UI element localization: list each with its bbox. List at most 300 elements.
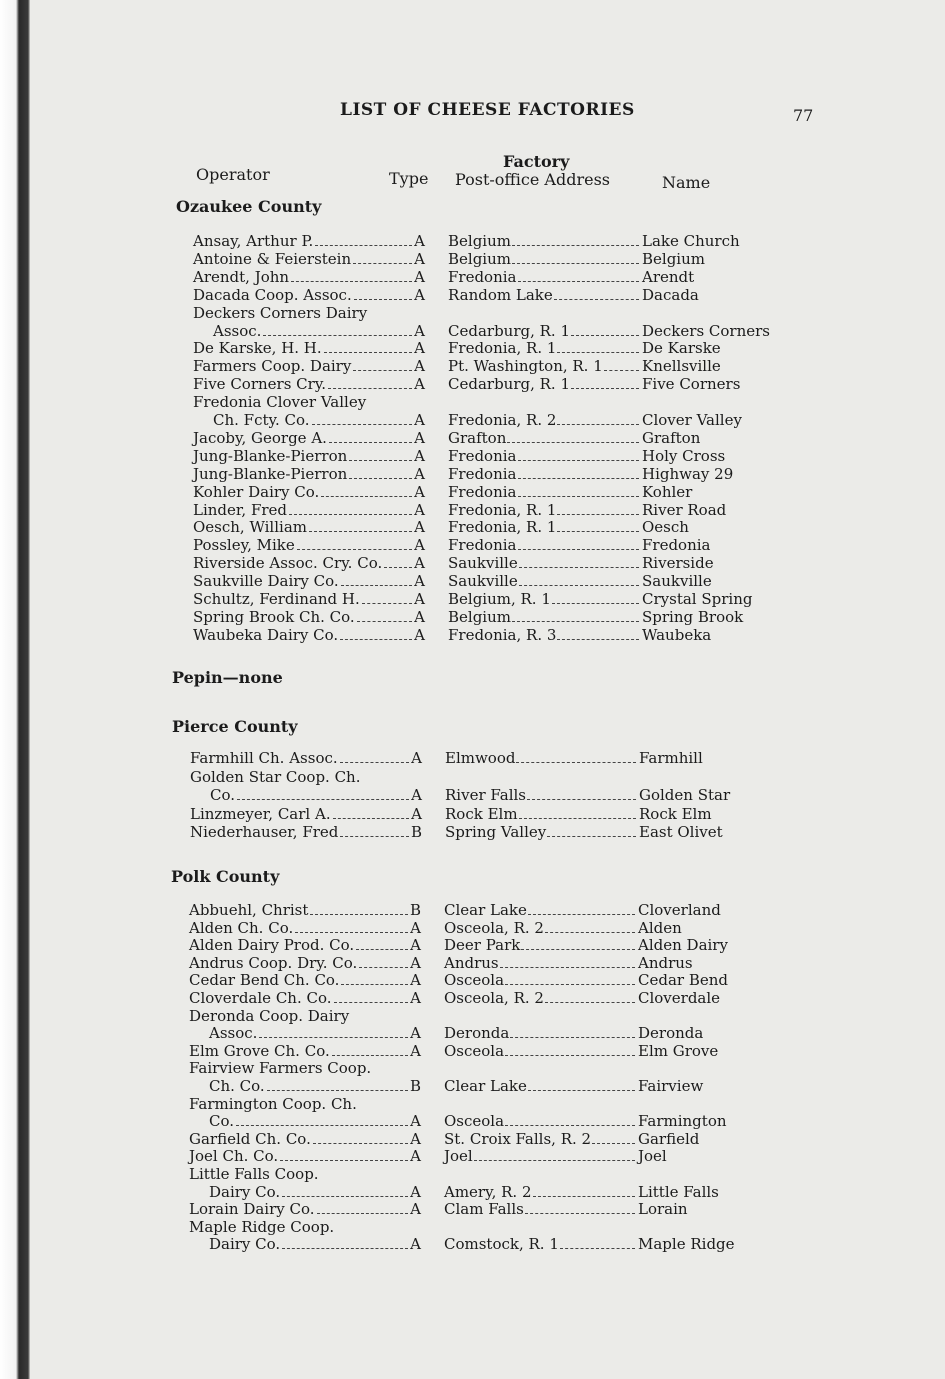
operator-name-line: Fredonia Clover Valley <box>193 393 367 412</box>
factory-type: A <box>410 953 421 972</box>
operator-name: Niederhauser, Fred <box>190 823 339 841</box>
factory-name: Farmhill <box>639 749 703 767</box>
table-row <box>193 268 793 286</box>
dot-leader <box>500 966 635 968</box>
post-office-address: Fredonia, R. 1 <box>448 339 557 358</box>
column-header-name: Name <box>662 173 711 192</box>
dot-leader <box>280 1159 408 1161</box>
dot-leader <box>282 1195 408 1197</box>
dot-leader <box>353 369 412 371</box>
table-row <box>189 1130 789 1148</box>
dot-leader <box>334 1001 409 1003</box>
operator-cell <box>189 954 421 972</box>
operator-cell <box>189 1183 421 1201</box>
factory-type: A <box>414 500 425 519</box>
column-header-factory: Factory <box>503 152 570 171</box>
operator-cell <box>189 1200 421 1218</box>
factory-name: Fredonia <box>642 536 711 555</box>
table-row <box>193 322 793 340</box>
address-cell <box>444 1024 636 1042</box>
table-row <box>193 375 793 393</box>
dot-leader <box>236 1124 408 1126</box>
factory-name: Cedar Bend <box>638 971 728 990</box>
dot-leader <box>340 638 412 640</box>
post-office-address: St. Croix Falls, R. 2 <box>444 1129 592 1148</box>
factory-name: River Road <box>642 500 727 519</box>
operator-cell <box>193 518 425 536</box>
address-cell <box>444 1200 636 1218</box>
dot-leader <box>528 913 635 915</box>
dot-leader <box>341 983 408 985</box>
dot-leader <box>505 1054 635 1056</box>
operator-name: Jung-Blanke-Pierron <box>193 446 348 465</box>
dot-leader <box>267 1089 408 1091</box>
dot-leader <box>259 1036 408 1038</box>
address-cell <box>448 250 640 268</box>
post-office-address: Deer Park <box>444 936 521 955</box>
operator-name: Dairy Co. <box>209 1235 281 1254</box>
dot-leader <box>545 1001 635 1003</box>
factory-name: Waubeka <box>642 625 712 644</box>
operator-cell <box>193 250 425 268</box>
operator-cell <box>193 465 425 483</box>
address-cell <box>448 554 640 572</box>
factory-name: Lake Church <box>642 232 740 250</box>
operator-name: Jacoby, George A. <box>193 428 327 447</box>
table-row <box>190 805 790 823</box>
factory-type: A <box>414 411 425 429</box>
dot-leader <box>341 584 412 586</box>
operator-cell <box>193 268 425 286</box>
dot-leader <box>237 798 409 800</box>
operator-name-line: Deckers Corners Dairy <box>193 303 368 322</box>
operator-name: Jung-Blanke-Pierron <box>193 464 348 483</box>
dot-leader <box>510 1036 635 1038</box>
dot-leader <box>519 566 639 568</box>
factory-name: Maple Ridge <box>638 1235 735 1254</box>
dot-leader <box>263 334 412 336</box>
dot-leader <box>353 262 412 264</box>
address-cell <box>445 805 637 823</box>
dot-leader <box>571 387 639 389</box>
factory-name: Five Corners <box>642 375 741 394</box>
address-cell <box>444 1042 636 1060</box>
factory-name: Knellsville <box>642 357 721 376</box>
table-row <box>193 501 793 519</box>
operator-name: Assoc. <box>209 1024 258 1043</box>
operator-cell <box>190 749 422 767</box>
operator-name: Antoine & Feierstein <box>193 249 352 268</box>
dot-leader <box>557 351 639 353</box>
operator-cell <box>189 901 421 919</box>
factory-name: Riverside <box>642 554 714 573</box>
operator-name: Farmhill Ch. Assoc. <box>190 749 338 767</box>
dot-leader <box>359 966 408 968</box>
factory-type: A <box>410 1147 421 1166</box>
operator-name: Elm Grove Ch. Co. <box>189 1041 330 1060</box>
dot-leader <box>312 423 413 425</box>
address-cell <box>448 322 640 340</box>
post-office-address: Comstock, R. 1 <box>444 1235 559 1254</box>
operator-cell <box>193 483 425 501</box>
address-cell <box>444 901 636 919</box>
dot-leader <box>547 835 636 837</box>
operator-cell <box>190 823 422 841</box>
post-office-address: Grafton <box>448 428 507 447</box>
dot-leader <box>332 1054 408 1056</box>
address-cell <box>444 1235 636 1253</box>
post-office-address: Fredonia, R. 2 <box>448 411 557 429</box>
post-office-address: Amery, R. 2 <box>444 1182 532 1201</box>
operator-name: Co. <box>210 786 236 804</box>
table-row <box>189 954 789 972</box>
post-office-address: Belgium <box>448 232 511 250</box>
factory-name: Elm Grove <box>638 1041 719 1060</box>
post-office-address: Fredonia, R. 3 <box>448 625 557 644</box>
operator-name-line: Golden Star Coop. Ch. <box>190 767 361 786</box>
dot-leader <box>505 1124 635 1126</box>
operator-name-line: Deronda Coop. Dairy <box>189 1006 350 1025</box>
operator-cell <box>193 447 425 465</box>
address-cell <box>448 536 640 554</box>
table-row <box>189 1183 789 1201</box>
factory-name: Garfield <box>638 1129 700 1148</box>
table-row <box>193 286 793 304</box>
operator-cell <box>189 971 421 989</box>
table-row <box>193 465 793 483</box>
operator-cell <box>193 339 425 357</box>
factory-name: Dacada <box>642 285 699 304</box>
factory-name: Cloverdale <box>638 989 721 1007</box>
dot-leader <box>291 280 412 282</box>
table-row <box>189 1042 789 1060</box>
factory-type: A <box>411 804 422 823</box>
dot-leader <box>518 495 640 497</box>
factory-type: A <box>410 989 421 1007</box>
address-cell <box>444 1183 636 1201</box>
address-cell <box>448 626 640 644</box>
dot-leader <box>557 423 639 425</box>
section-title-polk: Polk County <box>171 867 280 886</box>
operator-name: Possley, Mike <box>193 536 295 555</box>
operator-name: Linder, Fred <box>193 500 288 519</box>
operator-cell <box>193 286 425 304</box>
page <box>30 0 945 1379</box>
factory-type: A <box>410 1182 421 1201</box>
operator-name: Joel Ch. Co. <box>189 1147 279 1166</box>
post-office-address: Elmwood <box>445 749 516 767</box>
factory-type: A <box>414 607 425 626</box>
factory-name: Spring Brook <box>642 607 744 626</box>
section-title-pierce: Pierce County <box>172 717 298 736</box>
factory-name: Rock Elm <box>639 804 712 823</box>
dot-leader <box>512 262 639 264</box>
post-office-address: Belgium, R. 1 <box>448 590 551 608</box>
factory-type: A <box>414 428 425 447</box>
dot-leader <box>557 638 639 640</box>
dot-leader <box>329 441 412 443</box>
table-row <box>193 250 793 268</box>
address-cell <box>448 357 640 375</box>
factory-name: Golden Star <box>639 786 731 804</box>
factory-name: Crystal Spring <box>642 590 753 608</box>
operator-cell <box>193 375 425 393</box>
post-office-address: Fredonia, R. 1 <box>448 500 557 519</box>
dot-leader <box>313 1142 408 1144</box>
address-cell <box>448 375 640 393</box>
book-spine-shadow <box>0 0 30 1379</box>
dot-leader <box>512 620 639 622</box>
table-row <box>193 339 793 357</box>
address-cell <box>444 989 636 1007</box>
dot-leader <box>340 761 410 763</box>
factory-name: Kohler <box>642 482 693 501</box>
operator-cell <box>193 232 425 250</box>
address-cell <box>445 786 637 804</box>
table-row <box>189 936 789 954</box>
dot-leader <box>557 530 639 532</box>
operator-name: Abbuehl, Christ <box>189 901 309 919</box>
factory-type: A <box>414 285 425 304</box>
factory-type: A <box>410 1235 421 1254</box>
table-row <box>193 447 793 465</box>
operator-name: Ch. Fcty. Co. <box>213 411 310 429</box>
factory-type: A <box>414 339 425 358</box>
factory-type: B <box>409 901 421 919</box>
factory-name: Oesch <box>642 518 689 537</box>
operator-cell <box>193 554 425 572</box>
post-office-address: Osceola, R. 2 <box>444 989 544 1007</box>
factory-name: Cloverland <box>638 901 721 919</box>
factory-name: East Olivet <box>639 823 723 841</box>
dot-leader <box>317 1212 409 1214</box>
factory-type: A <box>414 518 425 537</box>
factory-name: Andrus <box>638 953 693 972</box>
address-cell <box>448 572 640 590</box>
operator-cell <box>193 608 425 626</box>
dot-leader <box>604 369 639 371</box>
factory-type: A <box>411 786 422 804</box>
post-office-address: Spring Valley <box>445 823 547 841</box>
factory-name: Deronda <box>638 1024 704 1043</box>
dot-leader <box>349 477 412 479</box>
dot-leader <box>519 817 636 819</box>
address-cell <box>448 268 640 286</box>
factory-type: A <box>410 1041 421 1060</box>
operator-name: Oesch, William <box>193 518 307 537</box>
section-title-ozaukee: Ozaukee County <box>176 197 322 216</box>
dot-leader <box>384 566 412 568</box>
dot-leader <box>328 387 412 389</box>
operator-cell <box>193 322 425 340</box>
factory-type: A <box>411 749 422 767</box>
operator-name: Garfield Ch. Co. <box>189 1129 311 1148</box>
address-cell <box>448 608 640 626</box>
address-cell <box>445 823 637 841</box>
address-cell <box>448 447 640 465</box>
factory-name: Deckers Corners <box>642 321 770 340</box>
dot-leader <box>321 495 412 497</box>
operator-name: Cloverdale Ch. Co. <box>189 989 332 1007</box>
address-cell <box>444 1130 636 1148</box>
operator-cell <box>189 919 421 937</box>
table-row <box>193 572 793 590</box>
post-office-address: Saukville <box>448 572 518 591</box>
operator-cell <box>189 936 421 954</box>
factory-name: Little Falls <box>638 1182 719 1201</box>
post-office-address: Fredonia <box>448 464 517 483</box>
address-cell <box>448 429 640 447</box>
operator-cell <box>189 989 421 1007</box>
address-cell <box>448 501 640 519</box>
table-row <box>189 1077 789 1095</box>
operator-cell <box>193 572 425 590</box>
table-row <box>193 626 793 644</box>
factory-type: A <box>414 590 425 608</box>
dot-leader <box>516 761 636 763</box>
post-office-address: Osceola <box>444 1112 505 1131</box>
factory-type: A <box>410 1200 421 1219</box>
operator-name: Alden Ch. Co. <box>189 918 294 937</box>
operator-cell <box>193 411 425 429</box>
operator-name: Dairy Co. <box>209 1182 281 1201</box>
table-row <box>189 919 789 937</box>
dot-leader <box>282 1247 408 1249</box>
post-office-address: Fredonia <box>448 267 517 286</box>
operator-cell <box>189 1235 421 1253</box>
page-number: 77 <box>793 106 814 125</box>
post-office-address: Belgium <box>448 249 511 268</box>
table-row <box>189 1147 789 1165</box>
dot-leader <box>533 1195 636 1197</box>
dot-leader <box>519 584 639 586</box>
operator-name: Riverside Assoc. Cry. Co. <box>193 554 383 573</box>
address-cell <box>448 232 640 250</box>
factory-name: Belgium <box>642 249 705 268</box>
table-row <box>193 590 793 608</box>
factory-name: Highway 29 <box>642 464 734 483</box>
dot-leader <box>309 530 412 532</box>
operator-cell <box>189 1024 421 1042</box>
dot-leader <box>527 798 636 800</box>
dot-leader <box>557 513 639 515</box>
table-row <box>190 749 790 767</box>
post-office-address: Fredonia <box>448 536 517 555</box>
operator-name: Spring Brook Ch. Co. <box>193 607 355 626</box>
address-cell <box>445 749 637 767</box>
dot-leader <box>525 1212 635 1214</box>
address-cell <box>444 1077 636 1095</box>
post-office-address: Belgium <box>448 607 511 626</box>
post-office-address: Clam Falls <box>444 1200 524 1219</box>
section-title-pepin: Pepin—none <box>172 668 283 687</box>
factory-type: A <box>414 536 425 555</box>
dot-leader <box>474 1159 635 1161</box>
dot-leader <box>518 280 640 282</box>
operator-name: Assoc. <box>213 321 262 340</box>
factory-type: A <box>414 375 425 394</box>
operator-name: Kohler Dairy Co. <box>193 482 320 501</box>
operator-cell <box>193 429 425 447</box>
address-cell <box>448 339 640 357</box>
operator-cell <box>193 357 425 375</box>
table-row <box>193 536 793 554</box>
dot-leader <box>512 244 639 246</box>
operator-name: Farmers Coop. Dairy <box>193 357 352 376</box>
factory-type: A <box>414 249 425 268</box>
factory-type: B <box>410 823 422 841</box>
post-office-address: Andrus <box>444 953 499 972</box>
dot-leader <box>552 602 639 604</box>
post-office-address: Cedarburg, R. 1 <box>448 375 571 394</box>
address-cell <box>448 465 640 483</box>
operator-name: Schultz, Ferdinand H. <box>193 590 360 608</box>
operator-name: Co. <box>209 1112 235 1131</box>
factory-name: Clover Valley <box>642 411 742 429</box>
post-office-address: Deronda <box>444 1024 510 1043</box>
table-row <box>189 1235 789 1253</box>
dot-leader <box>356 948 408 950</box>
factory-type: B <box>409 1077 421 1095</box>
operator-name-line: Fairview Farmers Coop. <box>189 1059 372 1078</box>
address-cell <box>444 971 636 989</box>
dot-leader <box>528 1089 635 1091</box>
address-cell <box>444 1147 636 1165</box>
column-header-operator: Operator <box>196 165 270 184</box>
factory-type: A <box>410 1024 421 1043</box>
factory-name: Fairview <box>638 1077 704 1095</box>
operator-cell <box>189 1077 421 1095</box>
table-row <box>193 411 793 429</box>
address-cell <box>448 518 640 536</box>
post-office-address: Osceola <box>444 1041 505 1060</box>
dot-leader <box>297 548 412 550</box>
post-office-address: Clear Lake <box>444 901 527 919</box>
operator-name: Alden Dairy Prod. Co. <box>189 936 355 955</box>
factory-name: Alden Dairy <box>638 936 728 955</box>
dot-leader <box>521 948 635 950</box>
table-row <box>189 1112 789 1130</box>
dot-leader <box>518 548 640 550</box>
table-row <box>190 823 790 841</box>
operator-cell <box>190 805 422 823</box>
table-row <box>193 518 793 536</box>
factory-type: A <box>410 1129 421 1148</box>
operator-cell <box>189 1147 421 1165</box>
factory-name: Arendt <box>642 267 695 286</box>
factory-type: A <box>414 357 425 376</box>
page-title: LIST OF CHEESE FACTORIES <box>340 100 635 120</box>
factory-type: A <box>414 554 425 573</box>
factory-type: A <box>410 918 421 937</box>
operator-name: Lorain Dairy Co. <box>189 1200 315 1219</box>
operator-name: Ch. Co. <box>209 1077 265 1095</box>
operator-name: Five Corners Cry. <box>193 375 327 394</box>
operator-name: Waubeka Dairy Co. <box>193 625 339 644</box>
post-office-address: Osceola, R. 2 <box>444 918 544 937</box>
factory-type: A <box>414 321 425 340</box>
table-row <box>190 786 790 804</box>
column-header-type: Type <box>389 169 429 188</box>
operator-name: De Karske, H. H. <box>193 339 322 358</box>
operator-name-line: Maple Ridge Coop. <box>189 1217 335 1236</box>
factory-type: A <box>414 446 425 465</box>
factory-type: A <box>414 232 425 250</box>
address-cell <box>444 919 636 937</box>
post-office-address: Pt. Washington, R. 1 <box>448 357 603 376</box>
dot-leader <box>324 351 412 353</box>
dot-leader <box>507 441 639 443</box>
